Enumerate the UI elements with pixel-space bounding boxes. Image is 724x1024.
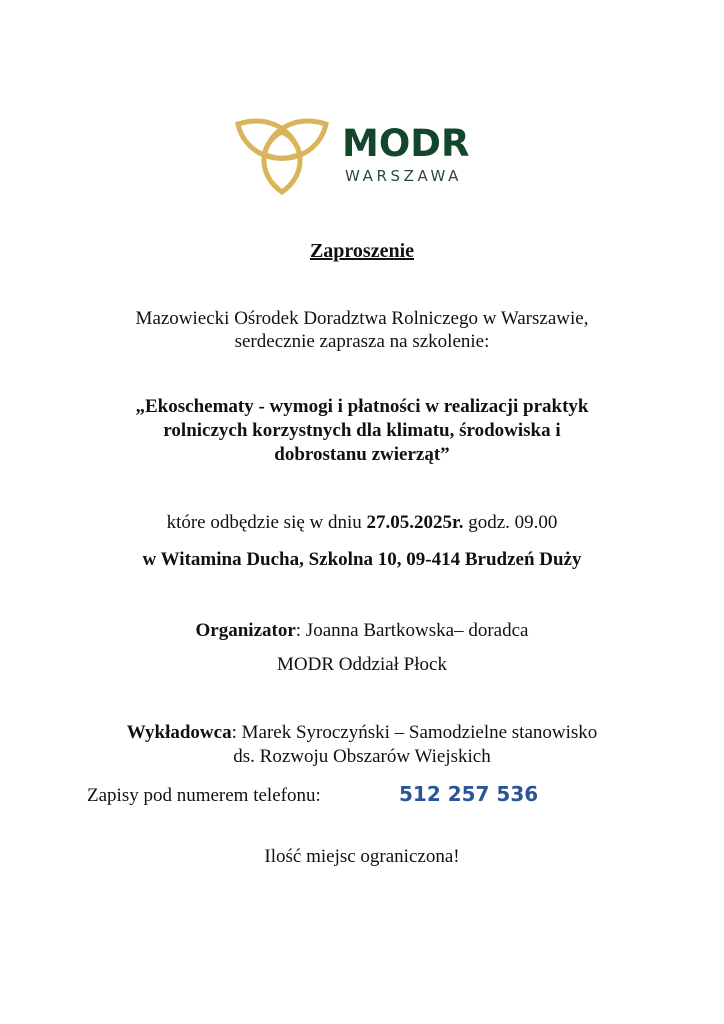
- modr-logo: [234, 114, 494, 198]
- event-date: 27.05.2025r.: [366, 512, 464, 533]
- intro-line-2: serdecznie zaprasza na szkolenie:: [234, 331, 490, 352]
- event-time: godz. 09.00: [463, 512, 558, 533]
- lecturer-value: : Marek Syroczyński – Samodzielne stanowisko: [231, 722, 598, 743]
- registration-label: Zapisy pod numerem telefonu:: [87, 785, 321, 806]
- registration-row: [87, 784, 687, 810]
- date-line: [0, 512, 724, 534]
- lecturer-line: [0, 722, 724, 744]
- organizer-unit: MODR Oddział Płock: [277, 654, 447, 675]
- phone-number[interactable]: 512 257 536: [399, 782, 539, 806]
- date-prefix: które odbędzie się w dniu: [166, 512, 367, 533]
- organizer-label: Organizator: [195, 620, 296, 641]
- page-title: Zaproszenie: [309, 240, 415, 262]
- lecturer-line-2: ds. Rozwoju Obszarów Wiejskich: [233, 746, 491, 767]
- lecturer-label: Wykładowca: [126, 722, 232, 743]
- trinity-knot-icon: [234, 114, 330, 196]
- notice: Ilość miejsc ograniczona!: [264, 846, 460, 867]
- organizer-value: : Joanna Bartkowska– doradca: [295, 620, 529, 641]
- training-title-line-2: rolniczych korzystnych dla klimatu, środowiska i: [163, 420, 561, 441]
- training-title-line-3: dobrostanu zwierząt”: [274, 444, 450, 465]
- intro-line-1: Mazowiecki Ośrodek Doradztwa Rolniczego w Warszawie,: [135, 308, 589, 329]
- logo-title: MODR: [342, 122, 470, 165]
- training-title-line-1: „Ekoschematy - wymogi i płatności w realizacji praktyk: [135, 396, 589, 417]
- logo-subtitle: WARSZAWA: [345, 167, 463, 185]
- event-location: w Witamina Ducha, Szkolna 10, 09-414 Brudzeń Duży: [142, 549, 582, 570]
- organizer-line: [0, 620, 724, 642]
